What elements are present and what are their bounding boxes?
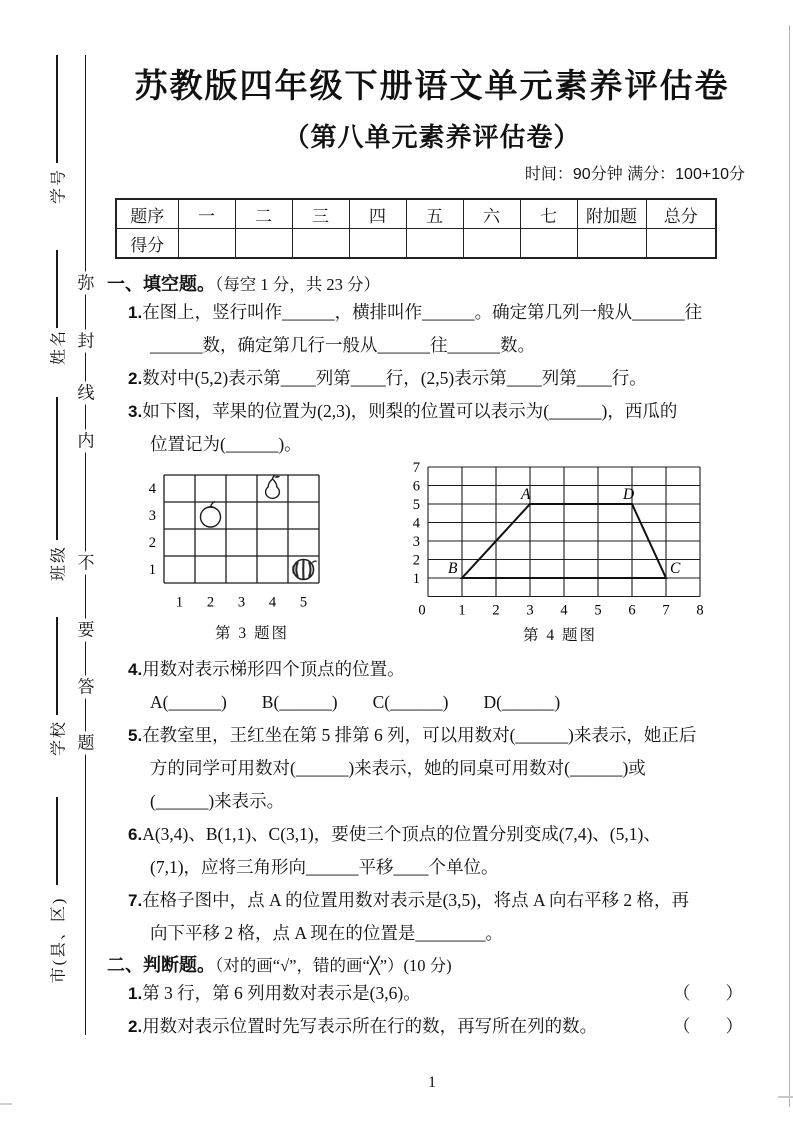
sidebar-field-student-id: 学号	[50, 167, 68, 205]
question-text: 位置记为(______)。	[150, 434, 302, 454]
judge-question-2	[107, 1010, 757, 1043]
q4-coordinate-figure	[400, 461, 720, 621]
field-blank-line	[56, 797, 58, 885]
apple-icon	[201, 502, 221, 528]
row-tick: 3	[148, 508, 156, 524]
score-table-header-cell: 七	[520, 199, 577, 229]
figure-4-caption: 第 4 题图	[522, 627, 597, 644]
sidebar-field-district: 市(县、区)	[50, 896, 68, 984]
figures-row	[107, 461, 757, 646]
score-cell-empty	[646, 229, 716, 259]
score-table-header-cell: 六	[463, 199, 520, 229]
section-2-heading	[107, 954, 757, 977]
score-table-header-cell: 一	[178, 199, 235, 229]
question-text: 方的同学可用数对(______)来表示，她的同桌可用数对(______)或	[150, 758, 646, 778]
question-text: A(3,4)、B(1,1)、C(3,1)，要使三个顶点的位置分别变成(7,4)、(5,1)、	[142, 824, 661, 844]
scan-edge-line	[789, 25, 790, 1107]
question-text: (7,1)，应将三角形向______平移____个单位。	[150, 857, 499, 877]
y-tick: 5	[412, 497, 420, 513]
row-tick: 4	[148, 481, 156, 497]
section-1-note: （每空 1 分，共 23 分）	[215, 275, 380, 294]
question-4-line-1	[107, 653, 757, 686]
score-cell-empty	[577, 229, 646, 259]
question-text: 用数对表示梯形四个顶点的位置。	[142, 659, 405, 679]
section-1-heading	[107, 273, 757, 296]
question-text: 在格子图中，点 A 的位置用数对表示是(3,5)，将点 A 向右平移 2 格，再	[142, 890, 690, 910]
score-cell-empty	[235, 229, 292, 259]
question-number: 4.	[128, 660, 143, 679]
score-table-header-cell: 题序	[116, 199, 178, 229]
y-tick: 2	[412, 552, 420, 569]
col-tick: 5	[299, 594, 308, 611]
pear-icon	[266, 475, 280, 498]
x-tick: 5	[594, 602, 602, 619]
question-text: ______数，确定第几行一般从______往______数。	[150, 335, 535, 355]
section-2-title: 二、判断题。	[107, 955, 215, 975]
question-1-line-1	[107, 296, 757, 329]
question-5-line-1	[107, 719, 757, 752]
row-tick: 1	[148, 562, 156, 578]
score-table	[115, 198, 717, 259]
seal-char: 题	[77, 733, 95, 753]
question-text: 向下平移 2 格，点 A 现在的位置是________。	[150, 923, 503, 943]
row-tick: 2	[148, 535, 156, 551]
score-table-header-cell: 二	[235, 199, 292, 229]
col-tick: 3	[237, 594, 246, 611]
x-tick: 6	[628, 602, 636, 619]
vertex-label-a: A	[521, 486, 531, 503]
question-number: 5.	[128, 726, 143, 745]
question-number: 2.	[128, 369, 143, 388]
col-tick: 1	[175, 594, 184, 611]
score-table-header-cell: 附加题	[577, 199, 646, 229]
question-number: 3.	[128, 402, 143, 421]
x-tick: 7	[662, 602, 670, 619]
question-3-line-2	[107, 428, 757, 461]
score-table-header-cell: 五	[406, 199, 463, 229]
exam-paper	[107, 0, 757, 1093]
question-number: 6.	[128, 825, 143, 844]
figure-question-3	[142, 461, 362, 644]
judge-question-2-text	[128, 1010, 597, 1043]
section-2-note: （对的画“√”，错的画“╳”）(10 分)	[215, 956, 452, 975]
seal-char: 线	[77, 383, 95, 403]
score-cell-empty	[520, 229, 577, 259]
seal-char: 答	[77, 677, 95, 697]
seal-char: 弥	[77, 273, 95, 293]
question-7-line-2	[107, 917, 757, 950]
y-tick: 3	[412, 534, 420, 550]
x-tick: 2	[492, 602, 500, 619]
section-1-title: 一、填空题。	[107, 274, 215, 294]
seal-char: 内	[77, 431, 95, 451]
x-tick: 8	[696, 602, 704, 619]
field-blank-line	[56, 55, 58, 163]
score-table-header-cell: 四	[349, 199, 406, 229]
seal-line	[85, 55, 86, 1035]
question-5-line-3	[107, 785, 757, 818]
figure-question-4	[400, 461, 720, 646]
question-number: 1.	[128, 984, 143, 1003]
q3-grid-figure	[142, 469, 362, 619]
question-number: 7.	[128, 891, 143, 910]
question-7-line-1	[107, 884, 757, 917]
sidebar-field-school: 学校	[50, 719, 68, 757]
page-number: 1	[428, 1074, 436, 1091]
question-1-line-2	[107, 329, 757, 362]
judge-question-1	[107, 977, 757, 1010]
question-text: 如下图，苹果的位置为(2,3)，则梨的位置可以表示为(______)，西瓜的	[142, 401, 678, 421]
sidebar-field-class: 班级	[50, 544, 68, 582]
sidebar-field-name: 姓名	[50, 328, 68, 366]
field-blank-line	[56, 250, 58, 328]
score-table-header-cell: 三	[292, 199, 349, 229]
x-tick: 3	[526, 602, 534, 619]
exam-time-score-info: 时间：90分钟 满分：100+10分	[524, 166, 745, 183]
y-tick: 6	[412, 478, 420, 495]
seal-char: 要	[77, 620, 95, 640]
question-3-line-1	[107, 395, 757, 428]
score-table-header-row	[116, 199, 716, 229]
score-cell-empty	[292, 229, 349, 259]
question-number: 1.	[128, 303, 143, 322]
question-number: 2.	[128, 1017, 143, 1036]
question-6-line-1	[107, 818, 757, 851]
judge-answer-blank: （ ）	[673, 1016, 743, 1036]
y-tick: 7	[412, 461, 420, 476]
y-tick: 1	[412, 571, 420, 587]
x-tick: 4	[560, 602, 568, 619]
scan-edge-mark	[0, 1103, 12, 1105]
x-tick: 1	[458, 602, 466, 619]
score-cell-empty	[349, 229, 406, 259]
question-6-line-2	[107, 851, 757, 884]
question-text: 数对中(5,2)表示第____列第____行，(2,5)表示第____列第____行。	[142, 368, 647, 388]
judge-answer-blank: （ ）	[673, 983, 743, 1003]
page-subtitle: （第八单元素养评估卷）	[283, 122, 581, 152]
col-tick: 4	[268, 594, 277, 611]
question-text: 用数对表示位置时先写表示所在行的数，再写所在列的数。	[142, 1016, 598, 1036]
score-row-label: 得分	[116, 229, 178, 259]
score-cell-empty	[178, 229, 235, 259]
figure-3-caption: 第 3 题图	[214, 625, 289, 642]
score-table-header-cell: 总分	[646, 199, 716, 229]
field-blank-line	[56, 397, 58, 540]
vertex-label-c: C	[670, 560, 681, 577]
score-cell-empty	[406, 229, 463, 259]
field-blank-line	[56, 617, 58, 715]
col-tick: 2	[206, 594, 215, 611]
page-title: 苏教版四年级下册语文单元素养评估卷	[134, 67, 730, 104]
question-text: 第 3 行，第 6 列用数对表示是(3,6)。	[142, 983, 421, 1003]
judge-question-1-text	[128, 977, 421, 1010]
watermelon-icon	[293, 560, 317, 580]
question-text: (______)来表示。	[150, 791, 285, 811]
seal-char: 不	[77, 553, 95, 573]
question-4-answer-blanks	[107, 686, 757, 719]
seal-char: 封	[77, 331, 95, 351]
question-2-line-1	[107, 362, 757, 395]
vertex-label-b: B	[448, 560, 458, 577]
scan-edge-mark	[778, 1096, 793, 1098]
score-cell-empty	[463, 229, 520, 259]
question-text: 在图上，竖行叫作______，横排叫作______。确定第几列一般从______往	[142, 302, 703, 322]
question-5-line-2	[107, 752, 757, 785]
vertex-label-d: D	[623, 486, 635, 503]
x-tick: 0	[418, 602, 426, 619]
question-text: A(______) B(______) C(______) D(______)	[150, 692, 561, 712]
score-table-score-row	[116, 229, 716, 259]
question-text: 在教室里，王红坐在第 5 排第 6 列，可以用数对(______)来表示，她正后	[142, 725, 697, 745]
y-tick: 4	[412, 515, 420, 532]
